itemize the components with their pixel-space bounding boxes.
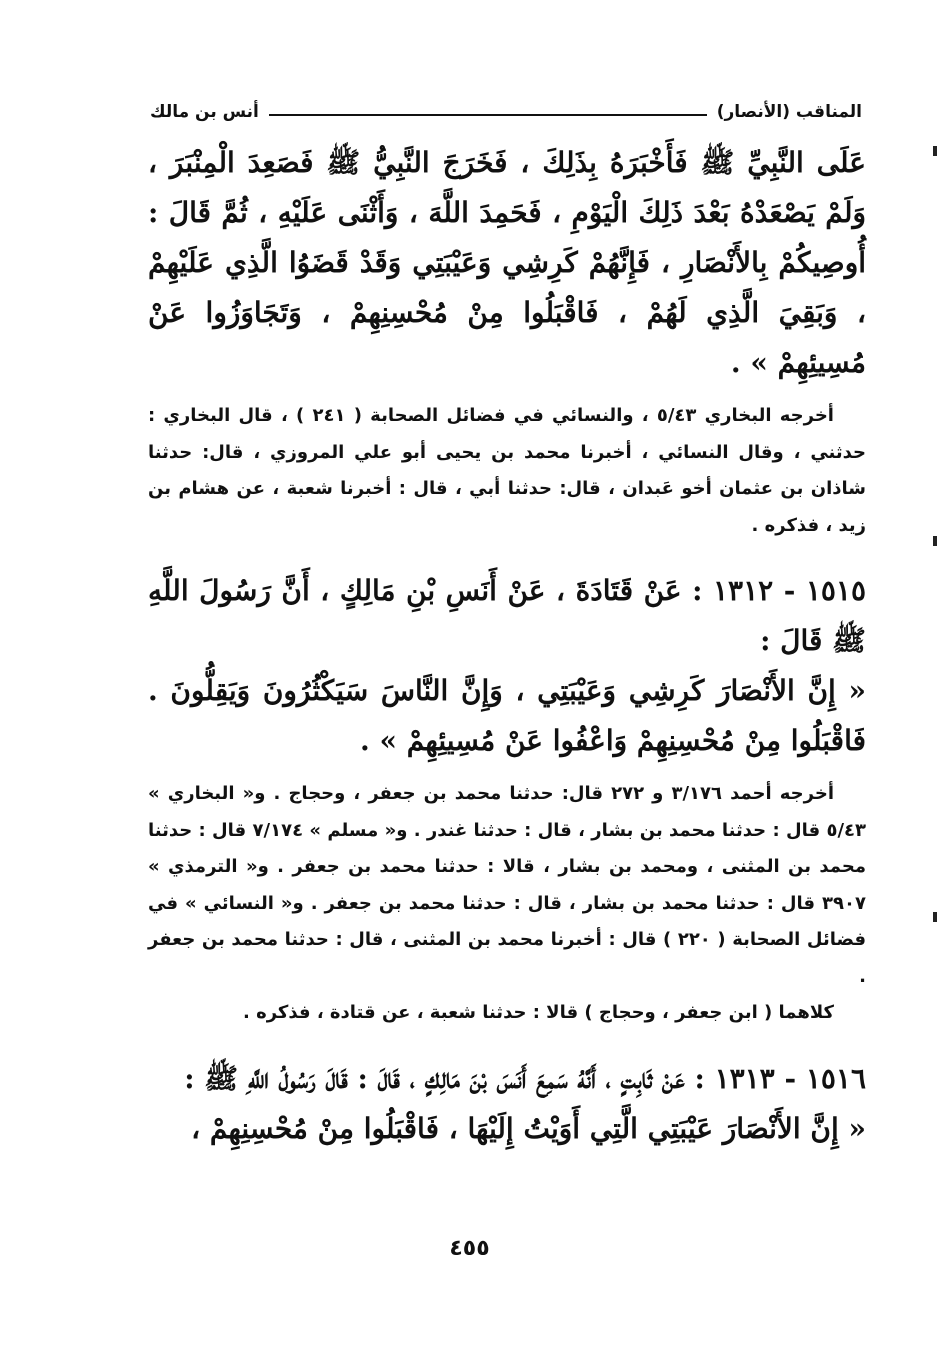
- scan-edge-mark: [933, 146, 937, 156]
- scan-edge-mark: [933, 912, 937, 922]
- takhrij-note: أخرجه البخاري ٥/٤٣ ، والنسائي في فضائل الصحابة ( ٢٤١ ) ، قال البخاري : حدثني ، وقال النسائي ، أخبرنا محمد بن يحيى أبو علي المروزي ، قال: حدثنا شاذان بن عثمان أخو عَبدان ، قال: حدثنا أبي ، قال : أخبرنا شعبة ، عن هشام بن زيد ، فذكره .: [148, 405, 866, 536]
- hadith-heading: ١٥١٥ - ١٣١٢ : عَنْ قَتَادَةَ ، عَنْ أَنَسِ بْنِ مَالِكٍ ، أَنَّ رَسُولَ اللَّهِ ﷺ قَالَ :: [148, 574, 866, 657]
- header-rule: [269, 114, 707, 116]
- page-number: ٤٥٥: [449, 1236, 490, 1261]
- takhrij-note: أخرجه أحمد ٣/١٧٦ و ٢٧٢ قال: حدثنا محمد بن جعفر ، وحجاج . و« البخاري » ٥/٤٣ قال : حدثنا محمد بن بشار ، قال : حدثنا غندر . و« مسلم » ٧/١٧٤ قال : حدثنا محمد بن المثنى ، ومحمد بن بشار ، قالا : حدثنا محمد بن جعفر . و« الترمذي » ٣٩٠٧ قال : حدثنا محمد بن بشار ، قال : حدثنا محمد بن جعفر . و« النسائي » في فضائل الصحابة ( ٢٢٠ ) قال : أخبرنا محمد بن المثنى ، قال : حدثنا محمد بن جعفر .: [148, 783, 866, 987]
- header-section: أنس بن مالك: [150, 102, 259, 122]
- header-chapter: المناقب (الأنصار): [716, 102, 862, 122]
- hadith-text: « إِنَّ الأَنْصَارَ كَرِشِي وَعَيْبَتِي ، وَإِنَّ النَّاسَ سَيَكْثُرُونَ وَيَقِلُّونَ . فَاقْبَلُوا مِنْ مُحْسِنِهِمْ وَاعْفُوا عَنْ مُسِيئِهِمْ » .: [148, 674, 866, 757]
- hadith-heading: ١٥١٦ - ١٣١٣ : عَنْ ثَابِتٍ ، أَنَّهُ سَمِعَ أَنَسَ بْنَ مَالِكٍ ، قَالَ : قَالَ رَسُولُ اللَّهِ ﷺ :: [184, 1061, 866, 1095]
- scan-edge-mark: [933, 536, 937, 546]
- running-header: [150, 92, 862, 122]
- hadith-continuation: عَلَى النَّبِيِّ ﷺ فَأَخْبَرَهُ بِذَلِكَ ، فَخَرَجَ النَّبِيُّ ﷺ فَصَعِدَ الْمِنْبَرَ ، وَلَمْ يَصْعَدْهُ بَعْدَ ذَلِكَ الْيَوْمِ ، فَحَمِدَ اللَّهَ ، وَأَثْنَى عَلَيْهِ ، ثُمَّ قَالَ : أُوصِيكُمْ بِالأَنْصَارِ ، فَإِنَّهُمْ كَرِشِي وَعَيْبَتِي وَقَدْ قَضَوُا الَّذِي عَلَيْهِمْ ، وَبَقِيَ الَّذِي لَهُمْ ، فَاقْبَلُوا مِنْ مُحْسِنِهِمْ ، وَتَجَاوَزُوا عَنْ مُسِيئِهِمْ » .: [148, 146, 866, 379]
- hadith-text: « إِنَّ الأَنْصَارَ عَيْبَتِي الَّتِي أَوَيْتُ إِلَيْهَا ، فَاقْبَلُوا مِنْ مُحْسِنِهِمْ ،: [191, 1111, 866, 1145]
- takhrij-note: كلاهما ( ابن جعفر ، وحجاج ) قالا : حدثنا شعبة ، عن قتادة ، فذكره .: [242, 1002, 834, 1023]
- page-body: [148, 138, 866, 1154]
